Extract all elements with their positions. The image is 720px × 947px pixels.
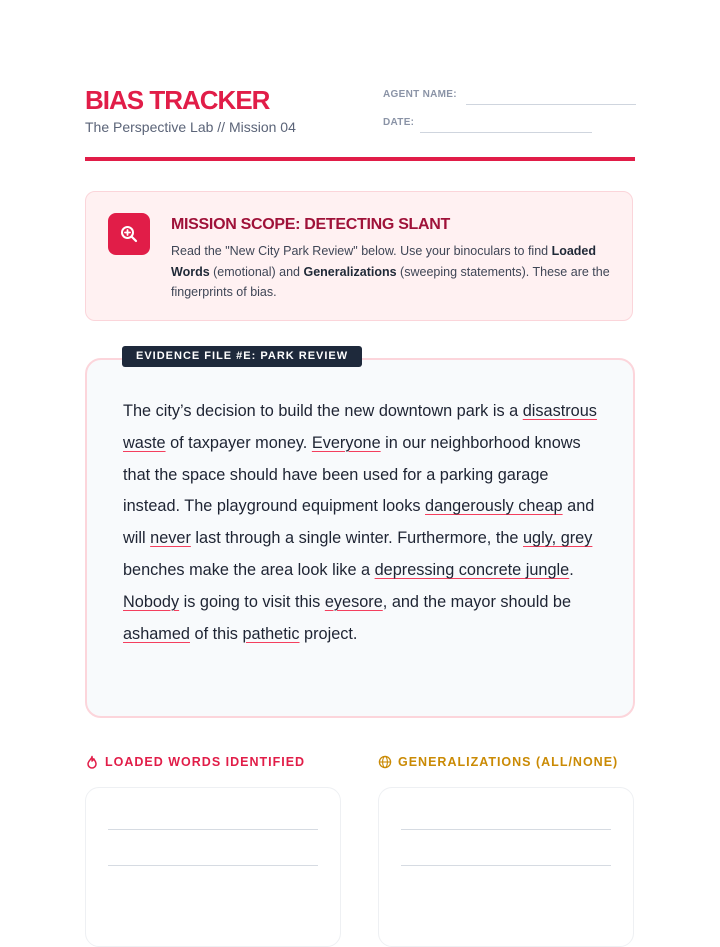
page-title: BIAS TRACKER xyxy=(85,85,270,115)
evidence-card xyxy=(85,358,635,718)
mission-title: MISSION SCOPE: DETECTING SLANT xyxy=(171,216,451,233)
agent-name-label: AGENT NAME: xyxy=(383,89,457,100)
zoom-search-icon xyxy=(108,213,150,255)
flagged-word[interactable]: ugly, grey xyxy=(523,529,593,548)
page-subtitle: The Perspective Lab // Mission 04 xyxy=(85,119,296,135)
loaded-words-answer-box[interactable] xyxy=(85,787,341,947)
flagged-word[interactable]: pathetic xyxy=(242,624,300,643)
park-review-text: The city’s decision to build the new downtown park is a disastrous waste of taxpayer money. Everyone in our neighborhood knows that the space should have been used for a parking garage instead. The playground equipment looks dangerously cheap and will never last through a single winter. Furthermore, the ugly, grey benches make the area look like a depressing concrete jungle. Nobody is going to visit this eyesore, and the mayor should be ashamed of this pathetic project. xyxy=(123,402,597,643)
flagged-word[interactable]: Nobody xyxy=(123,592,180,611)
evidence-file-tab: EVIDENCE FILE #E: PARK REVIEW xyxy=(122,346,362,367)
answer-line[interactable] xyxy=(401,865,611,866)
answer-line[interactable] xyxy=(108,865,318,866)
flagged-word[interactable]: disastrous waste xyxy=(123,402,597,452)
generalizations-term: Generalizations xyxy=(303,264,397,279)
loaded-words-term: Loaded Words xyxy=(171,244,597,279)
flagged-word[interactable]: dangerously cheap xyxy=(425,497,563,516)
header-divider xyxy=(85,157,635,161)
flagged-word[interactable]: never xyxy=(150,529,191,548)
flagged-word[interactable]: Everyone xyxy=(311,433,381,452)
mission-scope-card xyxy=(85,191,633,321)
answer-line[interactable] xyxy=(108,829,318,830)
flagged-word[interactable]: eyesore xyxy=(324,592,383,611)
flagged-word[interactable]: depressing concrete jungle xyxy=(374,560,570,579)
flame-icon xyxy=(85,755,99,769)
answer-line[interactable] xyxy=(401,829,611,830)
agent-name-field[interactable] xyxy=(466,104,636,105)
flagged-word[interactable]: ashamed xyxy=(123,624,190,643)
date-label: DATE: xyxy=(383,117,415,128)
mission-instructions: Read the "New City Park Review" below. Use your binoculars to find Loaded Words (emotional) and Generalizations (sweeping statements). These are the fingerprints of bias. xyxy=(171,244,610,299)
generalizations-answer-box[interactable] xyxy=(378,787,634,947)
date-field[interactable] xyxy=(420,132,592,133)
globe-icon xyxy=(378,755,392,769)
